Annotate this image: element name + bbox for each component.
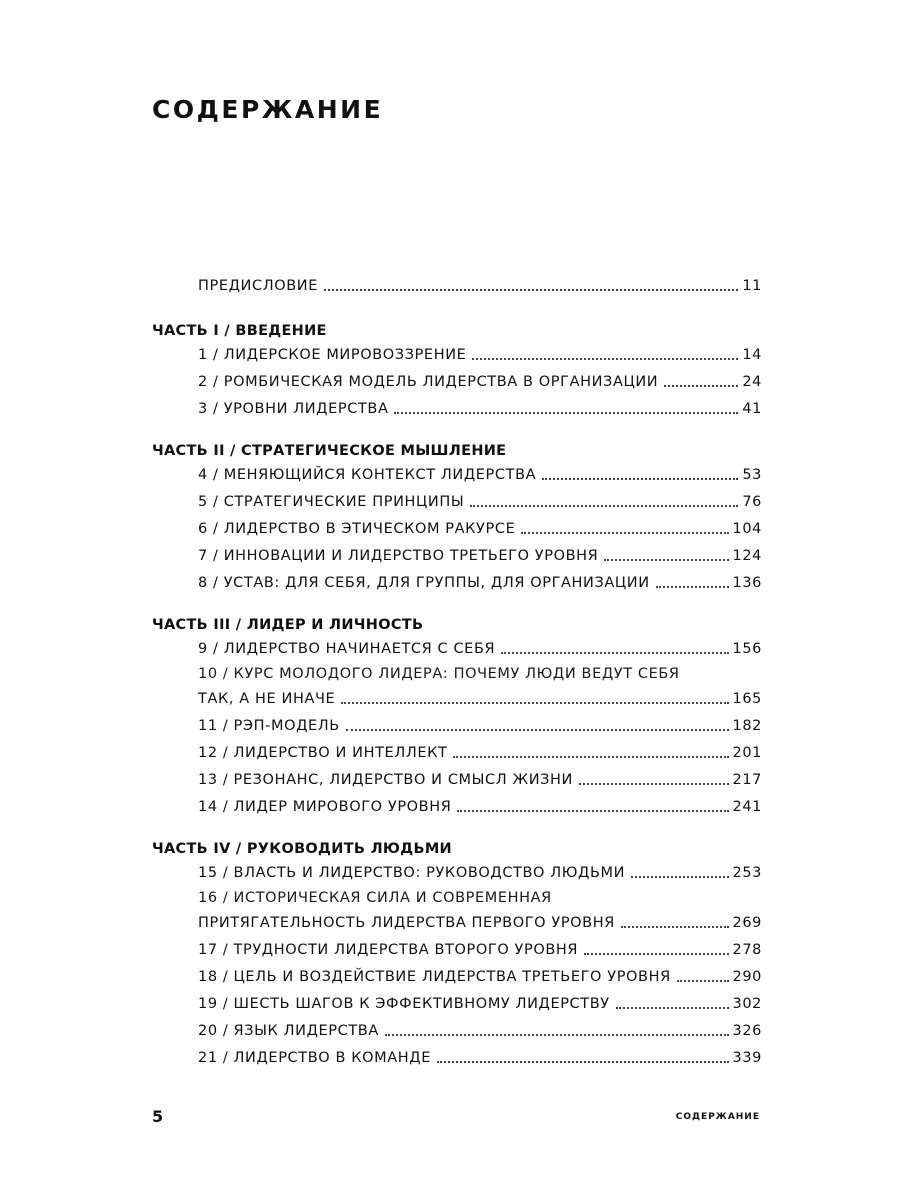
entry-page: 76: [742, 494, 762, 510]
entry-page: 290: [732, 969, 762, 985]
entry-title: 5 / СТРАТЕГИЧЕСКИЕ ПРИНЦИПЫ: [198, 494, 465, 510]
dot-leader: [453, 756, 728, 758]
entry-page: 124: [732, 548, 762, 564]
entry-page: 136: [732, 575, 762, 591]
entry-page: 269: [732, 915, 762, 931]
dot-leader: [385, 1034, 729, 1036]
toc-entry[interactable]: [198, 937, 762, 964]
entry-page: 41: [742, 401, 762, 417]
dot-leader: [472, 358, 738, 360]
toc-part-1: [152, 320, 762, 423]
part-heading[interactable]: ЧАСТЬ IV / РУКОВОДИТЬ ЛЮДЬМИ: [152, 841, 452, 857]
entry-title: 21 / ЛИДЕРСТВО В КОМАНДЕ: [198, 1050, 431, 1066]
entry-title: 8 / УСТАВ: ДЛЯ СЕБЯ, ДЛЯ ГРУППЫ, ДЛЯ ОРГАНИЗАЦИИ: [198, 575, 650, 591]
entry-page: 241: [732, 799, 762, 815]
entry-page: 53: [742, 467, 762, 483]
dot-leader: [346, 729, 729, 731]
entry-page: 156: [732, 641, 762, 657]
entry-page: 11: [742, 278, 762, 294]
dot-leader: [604, 559, 728, 561]
toc-entry[interactable]: [198, 369, 762, 396]
dot-leader: [584, 953, 728, 955]
toc-entry[interactable]: [198, 794, 762, 821]
entry-title: 11 / РЭП-МОДЕЛЬ: [198, 718, 340, 734]
toc-entry[interactable]: [198, 636, 762, 663]
dot-leader: [521, 532, 728, 534]
entry-title: 20 / ЯЗЫК ЛИДЕРСТВА: [198, 1023, 379, 1039]
dot-leader: [542, 478, 738, 480]
entry-title: 13 / РЕЗОНАНС, ЛИДЕРСТВО И СМЫСЛ ЖИЗНИ: [198, 772, 574, 788]
dot-leader: [616, 1007, 729, 1009]
entry-title: ПРЕДИСЛОВИЕ: [198, 278, 318, 294]
entry-page: 253: [732, 865, 762, 881]
dot-leader: [656, 586, 729, 588]
toc-entry[interactable]: [198, 860, 762, 887]
toc-entry[interactable]: [198, 887, 762, 937]
entry-title: 18 / ЦЕЛЬ И ВОЗДЕЙСТВИЕ ЛИДЕРСТВА ТРЕТЬЕГО УРОВНЯ: [198, 969, 671, 985]
toc-entry[interactable]: [198, 342, 762, 369]
toc-entry[interactable]: [198, 713, 762, 740]
part-heading[interactable]: ЧАСТЬ III / ЛИДЕР И ЛИЧНОСТЬ: [152, 617, 424, 633]
dot-leader: [579, 783, 729, 785]
toc-entry[interactable]: [198, 964, 762, 991]
toc-entry[interactable]: [198, 543, 762, 570]
entry-title: 4 / МЕНЯЮЩИЙСЯ КОНТЕКСТ ЛИДЕРСТВА: [198, 467, 537, 483]
entry-title: 15 / ВЛАСТЬ И ЛИДЕРСТВО: РУКОВОДСТВО ЛЮДЬМИ: [198, 865, 626, 881]
toc-entry[interactable]: [198, 516, 762, 543]
entry-title-line-2: ПРИТЯГАТЕЛЬНОСТЬ ЛИДЕРСТВА ПЕРВОГО УРОВНЯ: [198, 915, 615, 931]
entry-page: 182: [732, 718, 762, 734]
toc-entry-preface[interactable]: [198, 273, 762, 300]
dot-leader: [501, 652, 728, 654]
toc-part-4: [152, 838, 762, 1072]
toc-entry[interactable]: [198, 570, 762, 597]
entry-title: 3 / УРОВНИ ЛИДЕРСТВА: [198, 401, 389, 417]
entry-page: 339: [732, 1050, 762, 1066]
dot-leader: [631, 876, 728, 878]
entry-page: 217: [732, 772, 762, 788]
entry-page: 165: [732, 691, 762, 707]
toc-entry[interactable]: [198, 991, 762, 1018]
toc-part-3: [152, 614, 762, 821]
entry-page: 326: [732, 1023, 762, 1039]
entry-page: 104: [732, 521, 762, 537]
dot-leader: [457, 810, 728, 812]
entry-title-line-1: 16 / ИСТОРИЧЕСКАЯ СИЛА И СОВРЕМЕННАЯ: [198, 890, 552, 906]
dot-leader: [677, 980, 729, 982]
dot-leader: [437, 1061, 729, 1063]
dot-leader: [341, 702, 728, 704]
entry-title: 7 / ИННОВАЦИИ И ЛИДЕРСТВО ТРЕТЬЕГО УРОВНЯ: [198, 548, 599, 564]
entry-title: 9 / ЛИДЕРСТВО НАЧИНАЕТСЯ С СЕБЯ: [198, 641, 496, 657]
dot-leader: [664, 385, 738, 387]
dot-leader: [324, 289, 738, 291]
entry-title: 17 / ТРУДНОСТИ ЛИДЕРСТВА ВТОРОГО УРОВНЯ: [198, 942, 579, 958]
entry-title: 1 / ЛИДЕРСКОЕ МИРОВОЗЗРЕНИЕ: [198, 347, 467, 363]
part-heading[interactable]: ЧАСТЬ II / СТРАТЕГИЧЕСКОЕ МЫШЛЕНИЕ: [152, 443, 507, 459]
part-heading[interactable]: ЧАСТЬ I / ВВЕДЕНИЕ: [152, 323, 327, 339]
entry-page: 201: [732, 745, 762, 761]
page-title: СОДЕРЖАНИЕ: [152, 95, 384, 124]
entry-title-line-1: 10 / КУРС МОЛОДОГО ЛИДЕРА: ПОЧЕМУ ЛЮДИ ВЕДУТ СЕБЯ: [198, 666, 680, 682]
toc-entry[interactable]: [198, 1018, 762, 1045]
dot-leader: [621, 926, 729, 928]
entry-title: 14 / ЛИДЕР МИРОВОГО УРОВНЯ: [198, 799, 452, 815]
entry-title: 6 / ЛИДЕРСТВО В ЭТИЧЕСКОМ РАКУРСЕ: [198, 521, 516, 537]
dot-leader: [470, 505, 738, 507]
entry-page: 302: [732, 996, 762, 1012]
dot-leader: [394, 412, 738, 414]
entry-title: 12 / ЛИДЕРСТВО И ИНТЕЛЛЕКТ: [198, 745, 448, 761]
entry-title: 2 / РОМБИЧЕСКАЯ МОДЕЛЬ ЛИДЕРСТВА В ОРГАНИЗАЦИИ: [198, 374, 659, 390]
entry-title-line-2: ТАК, А НЕ ИНАЧЕ: [198, 691, 336, 707]
table-of-contents: [152, 273, 762, 1089]
toc-entry[interactable]: [198, 663, 762, 713]
toc-entry[interactable]: [198, 462, 762, 489]
toc-entry[interactable]: [198, 1045, 762, 1072]
toc-entry[interactable]: [198, 767, 762, 794]
toc-entry[interactable]: [198, 740, 762, 767]
entry-page: 278: [732, 942, 762, 958]
entry-page: 24: [742, 374, 762, 390]
toc-entry[interactable]: [198, 396, 762, 423]
toc-entry[interactable]: [198, 489, 762, 516]
entry-page: 14: [742, 347, 762, 363]
toc-part-2: [152, 440, 762, 597]
entry-title: 19 / ШЕСТЬ ШАГОВ К ЭФФЕКТИВНОМУ ЛИДЕРСТВУ: [198, 996, 610, 1012]
running-header: СОДЕРЖАНИЕ: [675, 1112, 760, 1122]
page-number: 5: [152, 1107, 164, 1126]
